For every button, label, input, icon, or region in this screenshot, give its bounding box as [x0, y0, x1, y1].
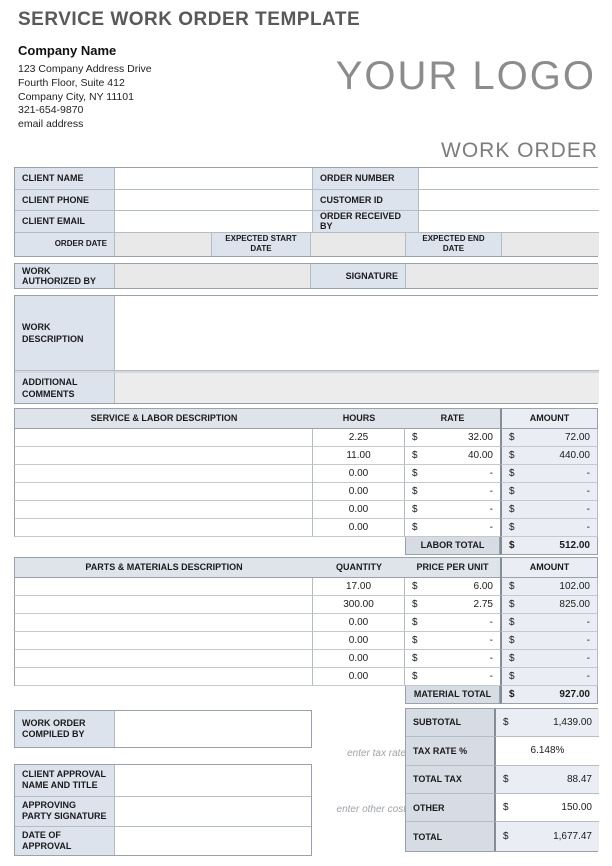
- client-email-label: CLIENT EMAIL: [15, 211, 115, 233]
- work-authorized-by-field[interactable]: [115, 264, 311, 288]
- materials-price-cell[interactable]: $ 2.75: [405, 596, 500, 614]
- materials-quantity-header: QUANTITY: [313, 557, 405, 578]
- labor-rate-cell[interactable]: $ -: [405, 519, 500, 537]
- approval-block: [14, 764, 312, 856]
- materials-price-header: PRICE PER UNIT: [405, 557, 500, 578]
- labor-amount-cell: $ 72.00: [500, 429, 598, 447]
- currency-symbol: $: [412, 485, 418, 497]
- materials-quantity-cell[interactable]: 0.00: [313, 614, 405, 632]
- labor-hours-header: HOURS: [313, 408, 405, 429]
- currency-symbol: $: [509, 616, 515, 628]
- labor-rate-cell[interactable]: $ -: [405, 465, 500, 483]
- expected-start-date-label: EXPECTED START DATE: [212, 233, 311, 256]
- currency-symbol: $: [412, 521, 418, 533]
- currency-symbol: $: [412, 580, 418, 592]
- compiled-by-field[interactable]: [115, 711, 311, 747]
- labor-description-cell[interactable]: [14, 519, 313, 537]
- work-description-field[interactable]: [115, 296, 599, 371]
- total-tax-value: $ 88.47: [494, 766, 599, 794]
- currency-symbol: $: [509, 539, 515, 551]
- labor-description-cell[interactable]: [14, 501, 313, 519]
- company-address-line: Company City, NY 11101: [18, 90, 134, 103]
- signoff-and-summary-section: [14, 708, 598, 854]
- materials-table: [14, 557, 598, 704]
- currency-symbol: $: [503, 716, 509, 728]
- currency-symbol: $: [509, 431, 515, 443]
- logo-placeholder: YOUR LOGO: [335, 54, 596, 98]
- document-title: WORK ORDER: [441, 138, 598, 162]
- client-info-block: [14, 167, 598, 257]
- labor-rate-cell[interactable]: $ -: [405, 501, 500, 519]
- labor-hours-cell[interactable]: 0.00: [313, 519, 405, 537]
- materials-amount-cell: $ -: [500, 650, 598, 668]
- materials-quantity-cell[interactable]: 0.00: [313, 650, 405, 668]
- currency-symbol: $: [509, 688, 515, 700]
- materials-quantity-cell[interactable]: 17.00: [313, 578, 405, 596]
- tax-rate-hint: enter tax rate: [347, 747, 406, 759]
- compiled-by-block: [14, 710, 312, 748]
- company-address-line: Fourth Floor, Suite 412: [18, 76, 125, 89]
- labor-description-cell[interactable]: [14, 447, 313, 465]
- company-phone: 321-654-9870: [18, 104, 84, 117]
- signature-label: SIGNATURE: [311, 264, 406, 288]
- labor-description-cell[interactable]: [14, 483, 313, 501]
- labor-description-cell[interactable]: [14, 465, 313, 483]
- labor-total-amount: $ 512.00: [500, 537, 598, 555]
- total-value: $ 1,677.47: [494, 822, 599, 850]
- summary-table: [405, 708, 598, 852]
- currency-symbol: $: [503, 802, 509, 814]
- currency-symbol: $: [509, 652, 515, 664]
- work-description-label: WORK DESCRIPTION: [15, 296, 115, 371]
- currency-symbol: $: [503, 831, 509, 843]
- labor-amount-header: AMOUNT: [500, 408, 598, 429]
- currency-symbol: $: [412, 616, 418, 628]
- materials-amount-cell: $ 102.00: [500, 578, 598, 596]
- client-approval-label: CLIENT APPROVAL NAME AND TITLE: [15, 765, 115, 797]
- labor-amount-cell: $ -: [500, 501, 598, 519]
- materials-price-cell[interactable]: $ -: [405, 650, 500, 668]
- client-approval-field[interactable]: [115, 765, 311, 797]
- currency-symbol: $: [509, 485, 515, 497]
- material-total-amount: $ 927.00: [500, 686, 598, 704]
- expected-end-date-label: EXPECTED END DATE: [406, 233, 502, 256]
- client-phone-field[interactable]: [115, 190, 313, 212]
- materials-description-cell[interactable]: [14, 632, 313, 650]
- order-date-field[interactable]: [115, 233, 212, 256]
- currency-symbol: $: [509, 670, 515, 682]
- materials-description-cell[interactable]: [14, 578, 313, 596]
- currency-symbol: $: [412, 431, 418, 443]
- description-block: [14, 295, 598, 404]
- labor-description-header: SERVICE & LABOR DESCRIPTION: [14, 408, 313, 429]
- currency-symbol: $: [412, 670, 418, 682]
- labor-hours-cell[interactable]: 2.25: [313, 429, 405, 447]
- page-title: SERVICE WORK ORDER TEMPLATE: [18, 9, 361, 30]
- currency-symbol: $: [412, 503, 418, 515]
- labor-rate-cell[interactable]: $ 40.00: [405, 447, 500, 465]
- labor-amount-cell: $ -: [500, 483, 598, 501]
- labor-hours-cell[interactable]: 0.00: [313, 501, 405, 519]
- labor-total-label: LABOR TOTAL: [405, 537, 500, 555]
- other-value[interactable]: $ 150.00: [494, 794, 599, 822]
- order-number-field[interactable]: [419, 168, 599, 190]
- customer-id-label: CUSTOMER ID: [313, 190, 419, 212]
- other-label: OTHER: [406, 794, 494, 822]
- client-name-field[interactable]: [115, 168, 313, 190]
- currency-symbol: $: [509, 467, 515, 479]
- company-name: Company Name: [18, 43, 117, 58]
- currency-symbol: $: [412, 449, 418, 461]
- currency-symbol: $: [509, 521, 515, 533]
- materials-price-cell[interactable]: $ -: [405, 668, 500, 686]
- materials-description-cell[interactable]: [14, 596, 313, 614]
- material-total-spacer: [14, 686, 405, 704]
- tax-rate-label: TAX RATE %: [406, 737, 494, 765]
- approving-party-signature-field[interactable]: [115, 797, 311, 827]
- labor-hours-cell[interactable]: 11.00: [313, 447, 405, 465]
- other-cost-hint: enter other cost: [336, 803, 406, 815]
- labor-table: [14, 408, 598, 555]
- materials-amount-cell: $ -: [500, 614, 598, 632]
- materials-amount-header: AMOUNT: [500, 557, 598, 578]
- total-label: TOTAL: [406, 822, 494, 850]
- date-of-approval-field[interactable]: [115, 827, 311, 855]
- materials-amount-cell: $ -: [500, 668, 598, 686]
- customer-id-field[interactable]: [419, 190, 599, 212]
- currency-symbol: $: [509, 598, 515, 610]
- materials-price-cell[interactable]: $ 6.00: [405, 578, 500, 596]
- labor-rate-header: RATE: [405, 408, 500, 429]
- currency-symbol: $: [509, 580, 515, 592]
- materials-amount-cell: $ 825.00: [500, 596, 598, 614]
- additional-comments-field[interactable]: [115, 371, 599, 403]
- materials-amount-cell: $ -: [500, 632, 598, 650]
- labor-amount-cell: $ -: [500, 519, 598, 537]
- labor-amount-cell: $ -: [500, 465, 598, 483]
- labor-description-cell[interactable]: [14, 429, 313, 447]
- compiled-by-label: WORK ORDER COMPILED BY: [15, 711, 115, 747]
- materials-description-cell[interactable]: [14, 650, 313, 668]
- order-number-label: ORDER NUMBER: [313, 168, 419, 190]
- additional-comments-label: ADDITIONAL COMMENTS: [15, 371, 115, 403]
- order-received-by-label: ORDER RECEIVED BY: [313, 211, 419, 233]
- labor-amount-cell: $ 440.00: [500, 447, 598, 465]
- date-of-approval-label: DATE OF APPROVAL: [15, 827, 115, 855]
- tax-rate-value[interactable]: 6.148%: [494, 737, 599, 765]
- materials-quantity-cell[interactable]: 0.00: [313, 668, 405, 686]
- approving-party-signature-label: APPROVING PARTY SIGNATURE: [15, 797, 115, 827]
- client-email-field[interactable]: [115, 211, 313, 233]
- client-phone-label: CLIENT PHONE: [15, 190, 115, 212]
- header-row: [18, 42, 598, 132]
- work-authorized-by-label: WORK AUTHORIZED BY: [15, 264, 115, 288]
- expected-start-date-field[interactable]: [311, 233, 406, 256]
- currency-symbol: $: [509, 634, 515, 646]
- company-email: email address: [18, 118, 84, 131]
- currency-symbol: $: [509, 449, 515, 461]
- labor-total-spacer: [14, 537, 405, 555]
- currency-symbol: $: [412, 634, 418, 646]
- materials-description-cell[interactable]: [14, 614, 313, 632]
- client-name-label: CLIENT NAME: [15, 168, 115, 190]
- currency-symbol: $: [412, 652, 418, 664]
- labor-rate-cell[interactable]: $ -: [405, 483, 500, 501]
- materials-description-cell[interactable]: [14, 668, 313, 686]
- dates-grid: [15, 233, 597, 256]
- client-info-grid: [15, 168, 597, 233]
- labor-hours-cell[interactable]: 0.00: [313, 483, 405, 501]
- subtotal-value: $ 1,439.00: [494, 709, 599, 737]
- labor-rate-cell[interactable]: $ 32.00: [405, 429, 500, 447]
- expected-end-date-field[interactable]: [502, 233, 599, 256]
- signature-field[interactable]: [406, 264, 599, 288]
- order-date-label: ORDER DATE: [15, 233, 115, 256]
- materials-price-cell[interactable]: $ -: [405, 632, 500, 650]
- material-total-label: MATERIAL TOTAL: [405, 686, 500, 704]
- materials-price-cell[interactable]: $ -: [405, 614, 500, 632]
- currency-symbol: $: [412, 467, 418, 479]
- company-address-line: 123 Company Address Drive: [18, 63, 152, 75]
- company-block: [18, 42, 152, 132]
- materials-quantity-cell[interactable]: 0.00: [313, 632, 405, 650]
- materials-quantity-cell[interactable]: 300.00: [313, 596, 405, 614]
- labor-hours-cell[interactable]: 0.00: [313, 465, 405, 483]
- currency-symbol: $: [412, 598, 418, 610]
- subtotal-label: SUBTOTAL: [406, 709, 494, 737]
- total-tax-label: TOTAL TAX: [406, 766, 494, 794]
- currency-symbol: $: [509, 503, 515, 515]
- authorization-block: [14, 263, 598, 289]
- currency-symbol: $: [503, 773, 509, 785]
- order-received-by-field[interactable]: [419, 211, 599, 233]
- materials-description-header: PARTS & MATERIALS DESCRIPTION: [14, 557, 313, 578]
